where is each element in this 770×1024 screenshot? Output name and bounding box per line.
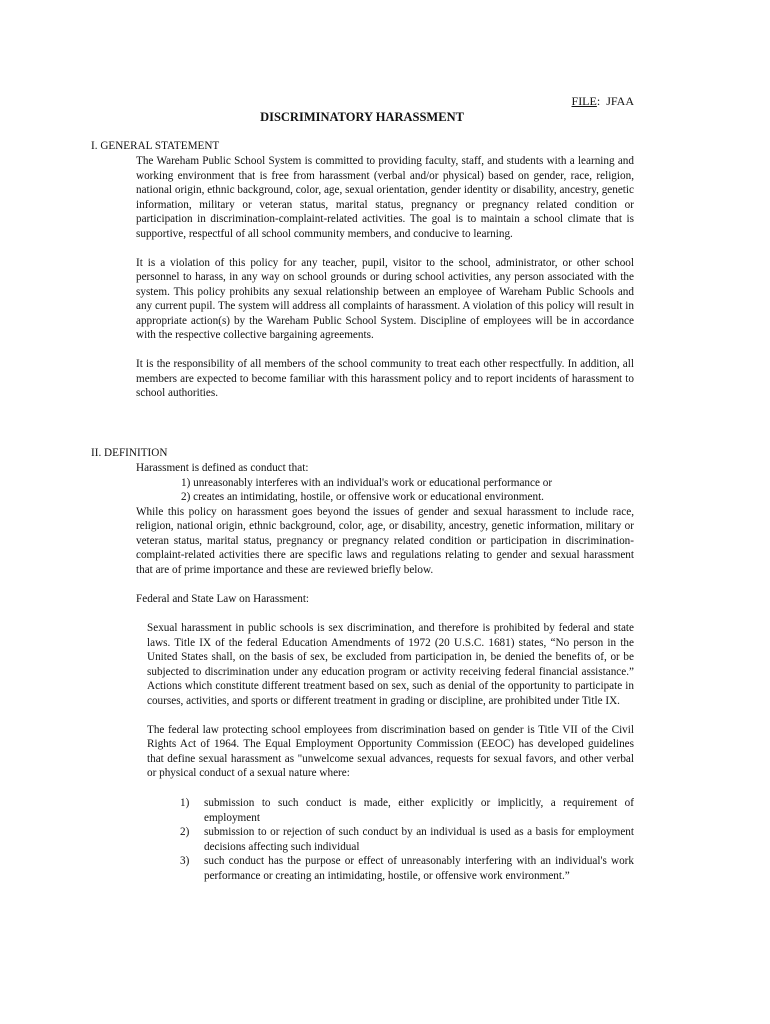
eeoc-item-text: submission to or rejection of such conduct by an individual is used as a basis for employment decisions affecting such individual bbox=[204, 826, 634, 853]
definition-paragraph: While this policy on harassment goes beyond the issues of gender and sexual harassment to include race, religion, national origin, ethnic background, color, age, or disability, ancestry, genetic information, military or veteran status, marital status, pregnancy or pregnancy related condition or participation in discrimination-complaint-related activities there are specific laws and regulations relating to gender and sexual harassment that are of prime importance and these are reviewed briefly below. bbox=[136, 505, 634, 576]
section-1-paragraph-1: The Wareham Public School System is committed to providing faculty, staff, and students with a learning and working environment that is free from harassment (verbal and/or physical) based on gender, race, religion, national origin, ethnic background, color, age, sexual orientation, gender identity or disability, ancestry, genetic information, military or veteran status, marital status, pregnancy or pregnancy related condition or participation in discrimination-complaint-related activities. The goal is to maintain a school climate that is supportive, respectful of all school community members, and conducive to learning. bbox=[136, 155, 634, 240]
eeoc-list-item bbox=[180, 825, 634, 854]
eeoc-item-number: 1) bbox=[180, 797, 190, 809]
section-1-paragraph-3: It is the responsibility of all members of the school community to treat each other respectfully. In addition, all members are expected to become familiar with this harassment policy and to report incidents of harassment to school authorities. bbox=[136, 358, 634, 399]
eeoc-item-number: 2) bbox=[180, 826, 190, 838]
law-paragraph-1: Sexual harassment in public schools is sex discrimination, and therefore is prohibited by federal and state laws. Title IX of the federal Education Amendments of 1972 (20 U.S.C. 1681) states, “No person in the United States shall, on the basis of sex, be excluded from participation in, be denied the benefits of, or be subjected to discrimination under any education program or activity receiving federal financial assistance.” Actions which constitute different treatment based on sex, such as denial of the opportunity to participate in courses, activities, and sports or different treatment in grading or discipline, are prohibited under Title IX. bbox=[147, 622, 634, 707]
eeoc-list-item bbox=[180, 854, 634, 883]
law-heading: Federal and State Law on Harassment: bbox=[136, 592, 310, 605]
law-paragraph-2: The federal law protecting school employees from discrimination based on gender is Title VII of the Civil Rights Act of 1964. The Equal Employment Opportunity Commission (EEOC) has developed guidelines that define sexual harassment as "unwelcome sexual advances, requests for sexual favors, and other verbal or physical conduct of a sexual nature where: bbox=[147, 723, 634, 779]
section-1-heading: I. GENERAL STATEMENT bbox=[91, 140, 220, 152]
definition-item-1: 1) unreasonably interferes with an individual's work or educational performance or bbox=[181, 476, 553, 489]
eeoc-list-item bbox=[180, 796, 634, 825]
file-code: JFAA bbox=[606, 94, 634, 108]
document-title: DISCRIMINATORY HARASSMENT bbox=[260, 110, 464, 124]
definition-intro: Harassment is defined as conduct that: bbox=[136, 462, 309, 474]
section-1-paragraph-2: It is a violation of this policy for any teacher, pupil, visitor to the school, administrator, or other school personnel to harass, in any way on school grounds or during school activities, any person associated with the system. This policy prohibits any sexual relationship between an employee of Wareham Public Schools and any current pupil. The system will address all complaints of harassment. A violation of this policy will result in appropriate action(s) by the Wareham Public School System. Discipline of employees will be in accordance with the respective collective bargaining agreements. bbox=[136, 256, 634, 341]
eeoc-item-text: such conduct has the purpose or effect of unreasonably interfering with an individual's work performance or creating an intimidating, hostile, or offensive work environment.” bbox=[204, 855, 634, 882]
eeoc-list bbox=[180, 796, 634, 883]
eeoc-item-number: 3) bbox=[180, 855, 190, 867]
section-2-heading: II. DEFINITION bbox=[91, 447, 168, 459]
file-label: FILE bbox=[571, 94, 597, 108]
eeoc-item-text: submission to such conduct is made, either explicitly or implicitly, a requirement of employment bbox=[204, 797, 634, 824]
file-reference: FILE: JFAA bbox=[571, 94, 634, 108]
law-body bbox=[147, 621, 634, 781]
definition-item-2: 2) creates an intimidating, hostile, or offensive work or educational environment. bbox=[181, 491, 544, 503]
section-1-body bbox=[136, 154, 634, 401]
section-2-body bbox=[136, 461, 634, 606]
